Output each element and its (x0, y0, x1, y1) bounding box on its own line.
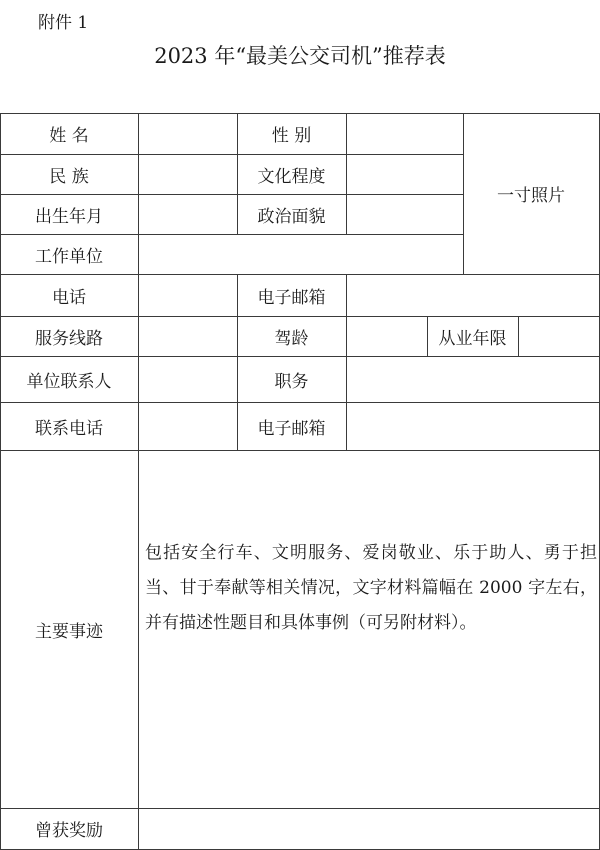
photo-placeholder[interactable]: 一寸照片 (497, 186, 565, 206)
email-field[interactable] (346, 274, 599, 316)
contact-person-field[interactable] (138, 356, 237, 402)
workplace-field[interactable] (138, 234, 463, 274)
birth-label: 出生年月 (35, 206, 103, 227)
name-label: 姓 名 (49, 126, 89, 146)
email-label: 电子邮箱 (257, 287, 326, 308)
political-label: 政治面貌 (257, 206, 326, 227)
contact-phone-field[interactable] (138, 402, 237, 450)
contact-person-label: 单位联系人 (26, 371, 112, 392)
route-field[interactable] (138, 316, 237, 356)
gender-label: 性 别 (271, 126, 312, 146)
years-field[interactable] (518, 316, 599, 356)
phone-label: 电话 (52, 287, 86, 308)
contact-email-field[interactable] (346, 402, 599, 450)
years-label: 从业年限 (438, 328, 507, 349)
phone-field[interactable] (138, 274, 237, 316)
deeds-instructions[interactable]: 包括安全行车、文明服务、爱岗敬业、乐于助人、勇于担当、甘于奉献等相关情况，文字材料篇幅在 2000 字左右，并有描述性题目和具体事例（可另附材料）。 (145, 543, 597, 633)
driving-age-field[interactable] (346, 316, 427, 356)
workplace-label: 工作单位 (35, 246, 103, 267)
political-field[interactable] (346, 194, 463, 234)
attachment-label: 附件 1 (38, 13, 89, 33)
education-field[interactable] (346, 154, 463, 194)
route-label: 服务线路 (35, 328, 103, 349)
position-label: 职务 (274, 371, 309, 392)
position-field[interactable] (346, 356, 599, 402)
contact-phone-label: 联系电话 (35, 418, 103, 439)
ethnicity-field[interactable] (138, 154, 237, 194)
ethnicity-label: 民 族 (49, 166, 89, 187)
driving-age-label: 驾龄 (274, 328, 309, 349)
name-field[interactable] (138, 113, 237, 154)
awards-label: 曾获奖励 (35, 821, 103, 841)
birth-field[interactable] (138, 194, 237, 234)
contact-email-label: 电子邮箱 (257, 418, 326, 439)
form-title: 2023 年“最美公交司机”推荐表 (154, 44, 446, 68)
awards-field[interactable] (138, 808, 599, 849)
gender-field[interactable] (346, 113, 463, 154)
deeds-label: 主要事迹 (35, 621, 103, 642)
education-label: 文化程度 (257, 166, 326, 187)
